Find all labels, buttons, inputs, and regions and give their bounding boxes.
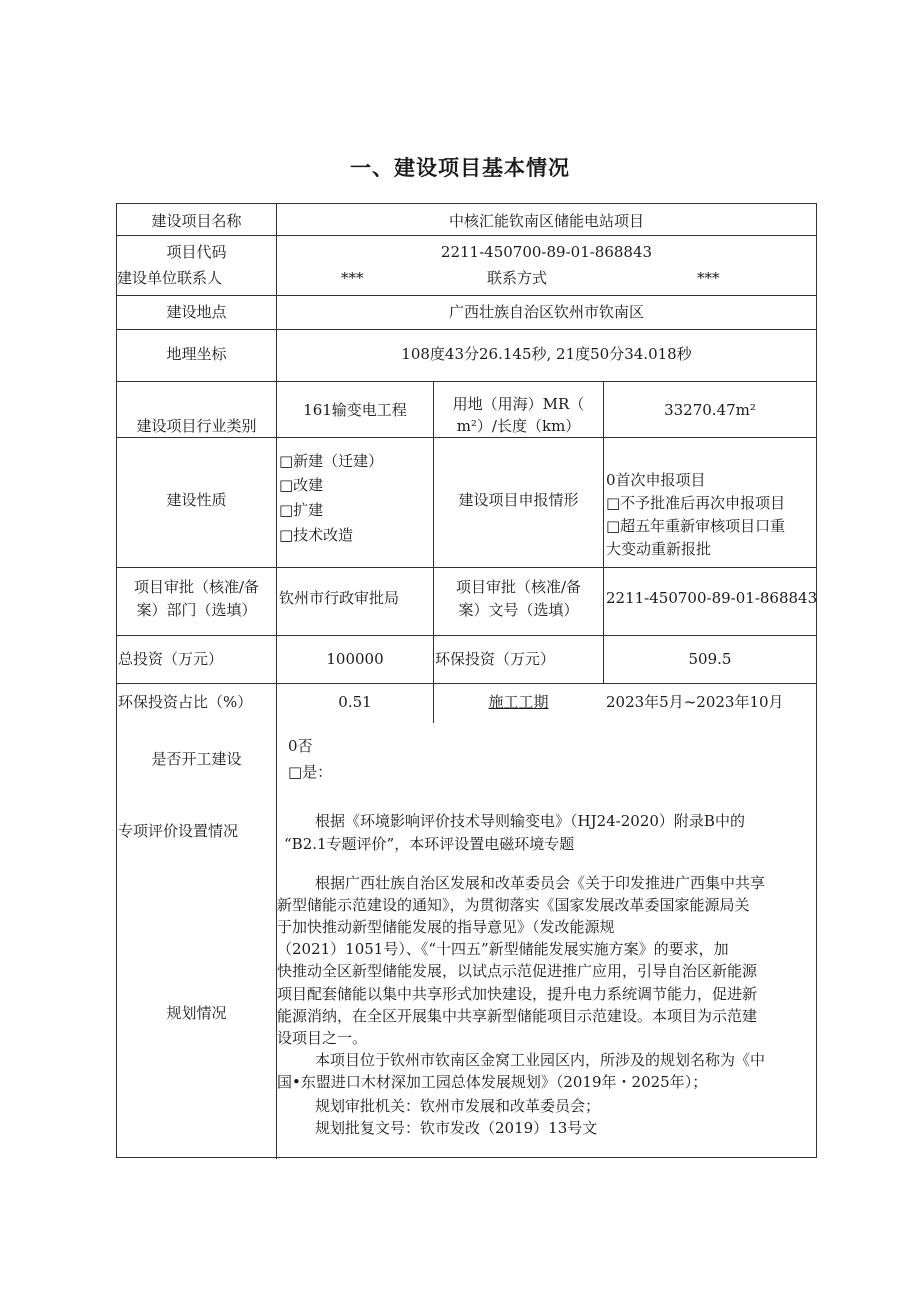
planning-line: 规划批复文号：钦市发改（2019）13号文 bbox=[315, 1119, 598, 1137]
planning-line: （2021）1051号）、《“十四五”新型储能发展实施方案》的要求，加 bbox=[277, 940, 729, 958]
nature-option-new[interactable]: □新建（迁建） bbox=[279, 452, 384, 470]
planning-label: 规划情况 bbox=[166, 1004, 227, 1022]
contact-person-label: 建设单位联系人 bbox=[117, 269, 223, 287]
approval-doc-value: 2211-450700-89-01-868843 bbox=[606, 589, 818, 607]
nature-option-rebuild[interactable]: □改建 bbox=[279, 476, 324, 494]
env-ratio-value: 0.51 bbox=[338, 693, 372, 711]
page-title: 一、建设项目基本情况 bbox=[350, 156, 570, 180]
land-area-value: 33270.47m² bbox=[664, 401, 756, 419]
report-option-review-cont: 大变动重新报批 bbox=[606, 540, 712, 558]
construction-period-label: 施工工期 bbox=[488, 693, 549, 711]
contact-method-value: *** bbox=[697, 269, 720, 287]
total-investment-label: 总投资（万元） bbox=[118, 650, 224, 668]
nature-option-expand[interactable]: □扩建 bbox=[279, 501, 324, 519]
planning-line: 国•东盟进口木材深加工园总体发展规划》（2019年・2025年）； bbox=[277, 1073, 708, 1091]
report-option-first[interactable]: 0首次申报项目 bbox=[606, 471, 706, 489]
industry-value: 161输变电工程 bbox=[303, 401, 407, 419]
approval-dept-value: 钦州市行政审批局 bbox=[279, 589, 400, 607]
planning-line: 项目配套储能以集中共享形式加快建设，提升电力系统调节能力，促进新 bbox=[277, 985, 758, 1003]
started-label: 是否开工建设 bbox=[151, 750, 242, 768]
approval-doc-label-1: 项目审批（核准/备 bbox=[455, 578, 582, 596]
env-investment-value: 509.5 bbox=[688, 650, 732, 668]
construction-period-value: 2023年5月~2023年10月 bbox=[606, 693, 784, 711]
industry-label: 建设项目行业类别 bbox=[136, 417, 257, 435]
planning-line: 新型储能示范建设的通知》，为贯彻落实《国家发展改革委国家能源局关 bbox=[277, 896, 750, 914]
project-code-label: 项目代码 bbox=[166, 243, 227, 261]
location-label: 建设地点 bbox=[166, 303, 227, 321]
planning-line: 本项目位于钦州市钦南区金窝工业园区内，所涉及的规划名称为《中 bbox=[315, 1051, 766, 1069]
started-option-no[interactable]: 0否 bbox=[288, 737, 313, 755]
nature-label: 建设性质 bbox=[166, 491, 227, 509]
special-eval-label: 专项评价设置情况 bbox=[118, 822, 239, 840]
land-area-label-2: m²）/长度（km） bbox=[456, 417, 581, 435]
contact-method-label: 联系方式 bbox=[487, 269, 548, 287]
planning-line: 于加快推动新型储能发展的指导意见》（发改能源规 bbox=[277, 918, 615, 936]
coordinates-label: 地理坐标 bbox=[166, 345, 227, 363]
special-eval-line-2: “B2.1专题评价”，本环评设置电磁环境专题 bbox=[284, 835, 575, 853]
contact-person-value: *** bbox=[341, 269, 364, 287]
land-area-label-1: 用地（用海）MR（ bbox=[452, 395, 585, 413]
report-type-label: 建设项目申报情形 bbox=[458, 491, 579, 509]
env-ratio-label: 环保投资占比（%） bbox=[118, 693, 253, 711]
approval-doc-label-2: 案）文号（选填） bbox=[458, 601, 579, 619]
started-option-yes[interactable]: □是： bbox=[288, 763, 333, 781]
env-investment-label: 环保投资（万元） bbox=[435, 650, 556, 668]
location-value: 广西壮族自治区钦州市钦南区 bbox=[448, 303, 644, 321]
planning-line: 快推动全区新型储能发展，以试点示范促进推广应用，引导自治区新能源 bbox=[277, 962, 758, 980]
report-option-review[interactable]: □超五年重新审核项目口重 bbox=[606, 517, 786, 535]
project-name-label: 建设项目名称 bbox=[151, 212, 242, 230]
info-table bbox=[116, 203, 817, 1158]
project-name-value: 中核汇能钦南区储能电站项目 bbox=[448, 212, 644, 230]
report-option-resubmit[interactable]: □不予批准后再次申报项目 bbox=[606, 494, 786, 512]
project-code-value: 2211-450700-89-01-868843 bbox=[440, 243, 653, 261]
special-eval-line-1: 根据《环境影响评价技术导则输变电》（HJ24-2020）附录B中的 bbox=[315, 812, 745, 830]
planning-line: 设项目之一。 bbox=[277, 1029, 368, 1047]
approval-dept-label-2: 案）部门（选填） bbox=[136, 601, 257, 619]
approval-dept-label-1: 项目审批（核准/备 bbox=[133, 578, 260, 596]
planning-line: 根据广西壮族自治区发展和改革委员会《关于印发推进广西集中共享 bbox=[315, 874, 766, 892]
total-investment-value: 100000 bbox=[326, 650, 384, 668]
planning-line: 规划审批机关：钦州市发展和改革委员会； bbox=[315, 1097, 601, 1115]
nature-option-tech[interactable]: □技术改造 bbox=[279, 526, 354, 544]
coordinates-value: 108度43分26.145秒, 21度50分34.018秒 bbox=[401, 345, 692, 363]
planning-line: 能源消纳，在全区开展集中共享新型储能项目示范建设。本项目为示范建 bbox=[277, 1007, 758, 1025]
